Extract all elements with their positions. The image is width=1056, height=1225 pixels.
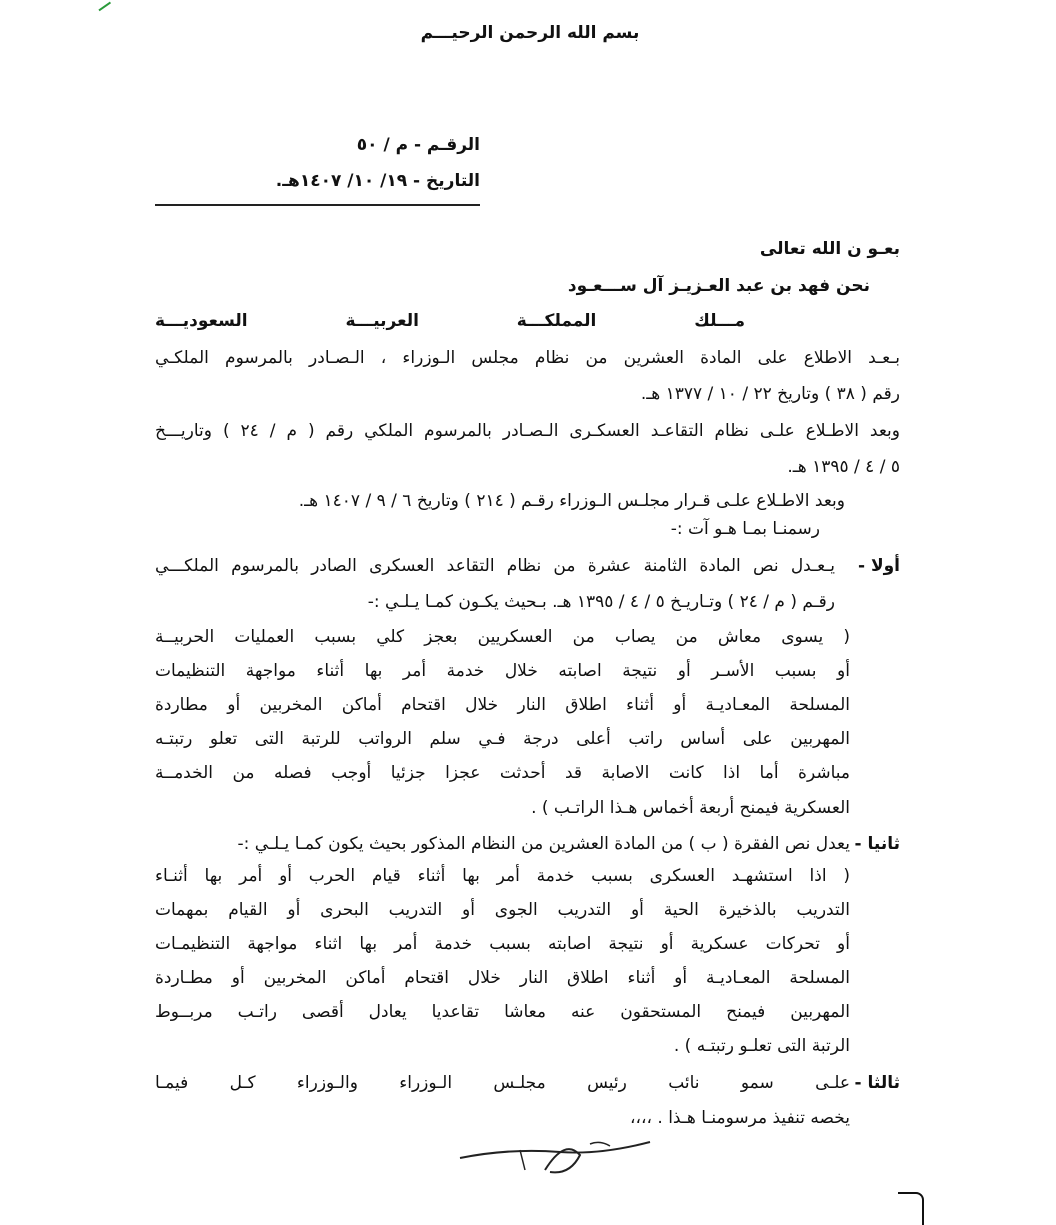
article-2-label: ثانيا - bbox=[854, 834, 900, 854]
article-1-line-2: رقـم ( م / ٢٤ ) وتـاريـخ ٥ / ٤ / ١٣٩٥ هـ. بـحيث يكـون كمـا يـلـي :- bbox=[367, 592, 835, 612]
article-1-line-8: العسكرية فيمنح أربعة أخماس هـذا الراتـب ) . bbox=[531, 798, 850, 818]
king-name: نحن فهد بن عبد العـزيـز آل ســـعـود bbox=[567, 276, 870, 296]
preamble-line-5: وبعد الاطـلاع علـى قـرار مجلـس الـوزراء رقـم ( ٢١٤ ) وتاريخ ٦ / ٩ / ١٤٠٧ هـ. bbox=[298, 491, 845, 511]
article-2-line-3: التدريب بالذخيرة الحية أو التدريب الجوى أو التدريب البحرى أو القيام بمهمات bbox=[155, 900, 850, 920]
article-1-line-5: المسلحة المعـاديـة أو أثناء اطلاق النار خلال اقتحام أماكن المخربين أو مطاردة bbox=[155, 695, 850, 715]
article-2-line-6: المهربين فيمنح المستحقون عنه معاشا تقاعديا يعادل أقصى راتـب مربــوط bbox=[155, 1002, 850, 1022]
reference-number: الرقـم - م / ٥٠ bbox=[356, 135, 480, 155]
preamble-line-6: رسمنـا بمـا هـو آت :- bbox=[670, 519, 820, 539]
corner-mark bbox=[95, 0, 111, 11]
preamble-line-1: بـعـد الاطلاع على المادة العشرين من نظام مجلس الـوزراء ، الـصـادر بالمرسوم الملكـي bbox=[155, 348, 900, 368]
article-2-line-7: الرتبة التى تعلـو رتبتـه ) . bbox=[673, 1036, 850, 1056]
article-1-line-1: يـعـدل نص المادة الثامنة عشرة من نظام التقاعد العسكرى الصادر بالمرسوم الملكـــي bbox=[155, 556, 835, 576]
preamble-line-3: وبعد الاطـلاع علـى نظام التقاعـد العسكـرى الـصـادر بالمرسوم الملكي رقم ( م / ٢٤ ) وتاريـــخ bbox=[155, 421, 900, 441]
decree-date: التاريخ - ١٩/ ١٠/ ١٤٠٧هـ. bbox=[275, 171, 480, 191]
kingdom-title: مـــلك المملكـــة العربيـــة السعوديـــة bbox=[155, 311, 745, 331]
article-1-line-4: أو بسبب الأسـر أو نتيجة اصابته خلال خدمة أمر بها أثناء مواجهة التنظيمات bbox=[155, 661, 850, 681]
page-corner-bracket bbox=[898, 1192, 924, 1225]
article-1-line-7: مباشرة أما اذا كانت الاصابة قد أحدثت عجزا جزئيا أوجب فصله من الخدمــة bbox=[155, 763, 850, 783]
article-2-line-4: أو تحركات عسكرية أو نتيجة اصابته بسبب خدمة أمر بها اثناء مواجهة التنظيمـات bbox=[155, 934, 850, 954]
handwritten-signature bbox=[450, 1130, 690, 1180]
article-3-line-2: يخصه تنفيذ مرسومنـا هـذا . ،،،، bbox=[630, 1108, 850, 1128]
article-3-label: ثالثا - bbox=[854, 1073, 900, 1093]
article-1-label: أولا - bbox=[857, 556, 900, 576]
article-1-line-6: المهربين على أساس راتب أعلى درجة فـي سلم الرواتب للرتبة التى تعلو رتبتـه bbox=[155, 729, 850, 749]
article-3-line-1: علـى سمو نائب رئيس مجلـس الـوزراء والـوزراء كـل فيمـا bbox=[155, 1073, 850, 1093]
article-1-line-3: ( يسوى معاش من يصاب من العسكريين بعجز كلي بسبب العمليات الحربيــة bbox=[155, 627, 850, 647]
article-2-line-2: ( اذا استشهـد العسكرى بسبب خدمة أمر بها أثناء قيام الحرب أو أمر بها أثنـاء bbox=[155, 866, 850, 886]
invocation: بعـو ن الله تعالى bbox=[759, 239, 900, 259]
article-2-line-1: يعدل نص الفقرة ( ب ) من المادة العشرين من النظام المذكور بحيث يكون كمـا يـلـي :- bbox=[237, 834, 850, 854]
basmala: بسم الله الرحمن الرحيـــم bbox=[420, 23, 640, 43]
header-divider bbox=[155, 204, 480, 206]
preamble-line-2: رقم ( ٣٨ ) وتاريخ ٢٢ / ١٠ / ١٣٧٧ هـ. bbox=[640, 384, 900, 404]
article-2-line-5: المسلحة المعـاديـة أو أثناء اطلاق النار خلال اقتحام أماكن المخربين أو مطـاردة bbox=[155, 968, 850, 988]
preamble-line-4: ٥ / ٤ / ١٣٩٥ هـ. bbox=[787, 457, 900, 477]
